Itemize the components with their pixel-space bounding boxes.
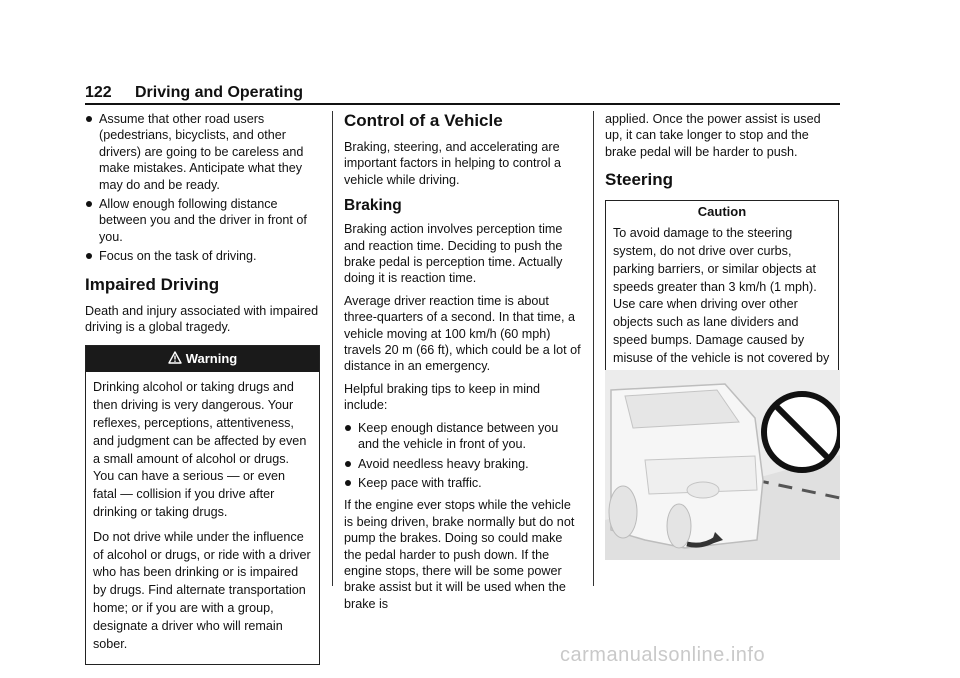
section-title: Driving and Operating (135, 84, 304, 101)
bullet-icon (86, 253, 92, 259)
warning-paragraph: Do not drive while under the influence of alcohol or drugs, or ride with a driver who has been drinking or is impaired by drugs. Find alternate transportation home; or if you are with a group, designate a driver who will remain sober. (93, 529, 311, 651)
braking-paragraph: If the engine ever stops while the vehicle is being driven, brake normally but do not pump the brakes. Doing so could make the pedal harder to push down. If the engine stops, there will be some power brake assist but it will be used when the brake is (344, 498, 575, 611)
warning-box (85, 345, 320, 665)
braking-continued: applied. Once the power assist is used up, it can take longer to stop and the brake pedal will be harder to push. (605, 112, 821, 159)
bullet-icon (86, 201, 92, 207)
list-item (344, 456, 582, 472)
column-3 (605, 111, 839, 392)
page-header (85, 84, 840, 104)
van-curb-prohibited-icon (605, 370, 840, 560)
list-item (85, 196, 320, 245)
impaired-driving-intro: Death and injury associated with impaired driving is a global tragedy. (85, 303, 319, 335)
braking-paragraph: Helpful braking tips to keep in mind include: (344, 381, 541, 413)
column-1 (85, 111, 320, 665)
list-item-text: Keep enough distance between you and the vehicle in front of you. (358, 420, 559, 452)
list-item-text: Avoid needless heavy braking. (358, 456, 529, 471)
bullet-icon (345, 461, 351, 467)
list-item-text: Allow enough following distance between you and the driver in front of you. (99, 197, 307, 244)
caution-body (606, 223, 838, 391)
list-item (85, 248, 320, 264)
steering-heading: Steering (605, 170, 674, 190)
list-item-text: Keep pace with traffic. (358, 475, 482, 490)
header-rule (85, 103, 840, 105)
column-divider (593, 111, 594, 586)
watermark: carmanualsonline.info (560, 644, 766, 666)
list-item (344, 475, 582, 491)
list-item (344, 420, 582, 453)
warning-header (86, 346, 319, 372)
control-heading: Control of a Vehicle (344, 111, 503, 130)
column-2 (344, 111, 582, 618)
braking-paragraph: Braking action involves perception time and reaction time. Deciding to push the brake pedal is perception time. Actually doing it is reaction time. (344, 222, 563, 286)
braking-paragraph: Average driver reaction time is about three-quarters of a second. In that time, a vehicle moving at 100 km/h (60 mph) travels 20 m (66 ft), which could be a lot of distance in an emergency. (344, 293, 581, 374)
bullet-icon (345, 480, 351, 486)
impaired-driving-heading: Impaired Driving (85, 274, 220, 294)
caution-text: To avoid damage to the steering system, do not drive over curbs, parking barriers, or similar objects at speeds greater than 3 km/h (1 mph). Use care when driving over other objects such as lane dividers and speed bumps. Damage caused by misuse of the vehicle is not covered by (613, 226, 830, 365)
braking-heading: Braking (344, 197, 402, 215)
list-item-text: Assume that other road users (pedestrians, bicyclists, and other drivers) are going to be careless and make mistakes. Anticipate what they may do and be ready. (99, 112, 304, 192)
page-number: 122 (85, 84, 112, 101)
bullet-icon (345, 425, 351, 431)
warning-body (86, 372, 319, 664)
caution-box (605, 200, 839, 392)
bullet-icon (86, 116, 92, 122)
warning-triangle-icon (168, 347, 182, 373)
list-item (85, 111, 320, 193)
warning-label: Warning (185, 351, 238, 367)
list-item-text: Focus on the task of driving. (99, 249, 257, 264)
warning-paragraph: Drinking alcohol or taking drugs and then driving is very dangerous. Your reflexes, perceptions, attentiveness, and judgment can be affected by even a small amount of alcohol or drugs. You can have a serious — or even fatal — collision if you drive after drinking or taking drugs. (93, 380, 307, 520)
bullet-list (85, 111, 320, 265)
column-divider (332, 111, 333, 586)
control-intro: Braking, steering, and accelerating are important factors in helping to control a vehicle while driving. (344, 140, 562, 187)
caution-label: Caution (697, 204, 747, 220)
bullet-list (344, 420, 582, 492)
